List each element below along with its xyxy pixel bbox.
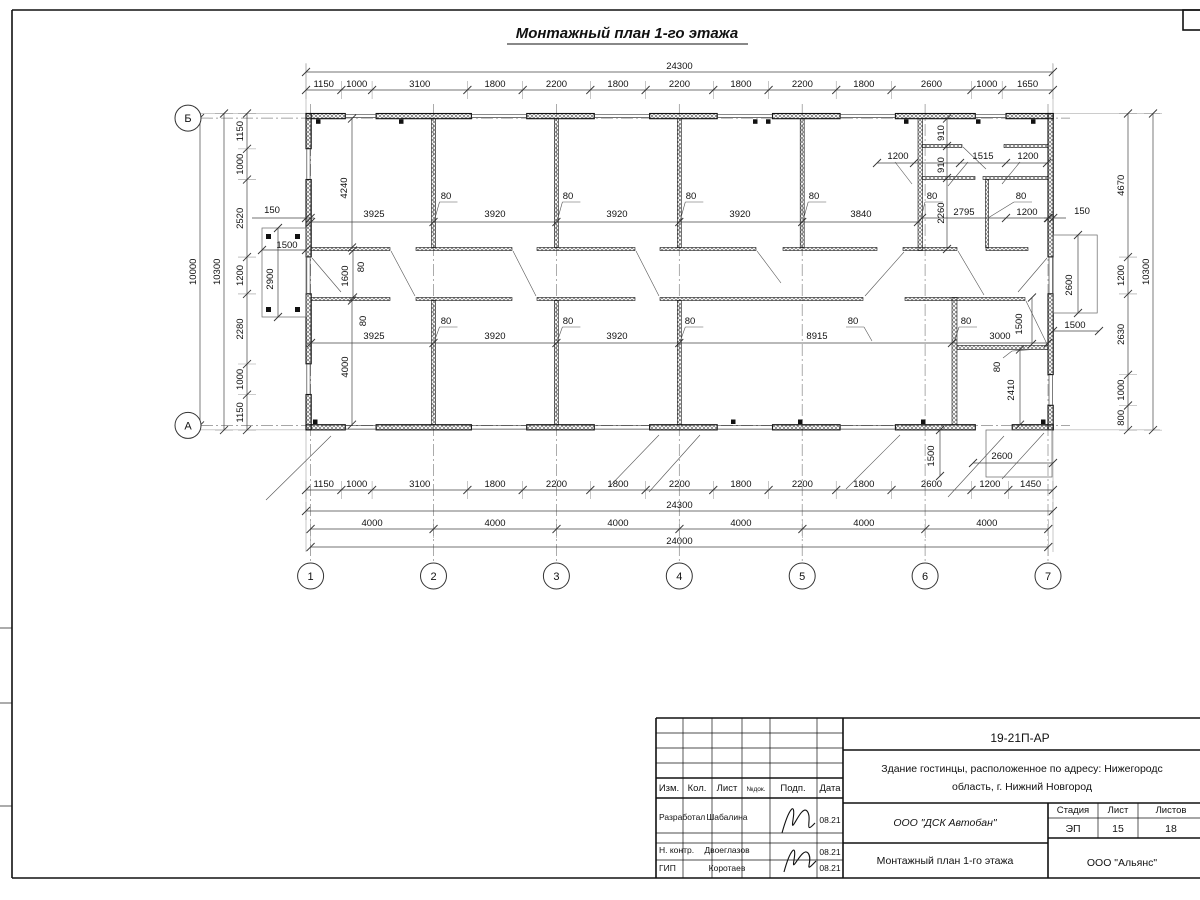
row-name: Шабалина	[706, 812, 748, 822]
dim-label: 1150	[313, 79, 334, 90]
dim-label: 4000	[607, 518, 629, 529]
dim-label: 1800	[853, 479, 875, 490]
dim-chain-axis_chain	[307, 518, 1053, 538]
dim-label: 1600	[340, 265, 351, 287]
page-title: Монтажный план 1-го этажа	[515, 25, 739, 42]
row-date: 08.21	[819, 863, 841, 873]
row-name: Коротаев	[708, 863, 746, 873]
dim-label: 80	[685, 191, 697, 202]
dim-label: 1800	[730, 479, 752, 490]
title-block	[656, 718, 1200, 878]
dim-label: 80	[562, 316, 574, 327]
dim-label: 1800	[607, 479, 629, 490]
dim-label: 2795	[953, 207, 975, 218]
dim-label: 80	[926, 191, 938, 202]
dim-label: 1450	[1020, 479, 1042, 490]
dim-label: 1800	[484, 79, 506, 90]
corner-code-box	[1183, 10, 1200, 30]
dim-label: 2630	[1116, 323, 1127, 345]
dim-label: 80	[808, 191, 820, 202]
dim-label: 80	[847, 316, 859, 327]
axis-bubble-6: 6	[922, 571, 929, 583]
axis-bubble-7: 7	[1044, 571, 1052, 583]
dim-label: 3920	[484, 209, 506, 220]
col-podp: Подп.	[780, 783, 806, 794]
dim-chain-bottom_total	[302, 500, 1057, 520]
dim-label: 3840	[850, 209, 872, 220]
sheet-label: Лист	[1107, 805, 1129, 816]
dim-label: 2260	[936, 202, 947, 224]
axis-bubble-5: 5	[799, 571, 806, 583]
dim-label: 4240	[339, 177, 350, 199]
dim-label: 80	[562, 191, 574, 202]
dim-label: 2200	[545, 479, 568, 490]
dim-label: 1500	[1014, 313, 1025, 335]
dim-chain-left_outer	[212, 110, 233, 435]
dim-label: 1200	[1116, 264, 1127, 287]
right-porch	[1053, 235, 1097, 313]
dim-chain-top_chain	[302, 79, 1057, 99]
dim-label: 2900	[265, 268, 276, 290]
dim-label: 2200	[791, 79, 813, 90]
dim-label: 2200	[668, 79, 691, 90]
col-ndoc: №док.	[746, 786, 766, 793]
dim-label: 2600	[920, 479, 943, 490]
axis-bubble-1: 1	[307, 571, 314, 583]
dim-label: 3920	[729, 209, 751, 220]
dim-label: 1150	[313, 479, 334, 490]
row-role: ГИП	[659, 863, 676, 873]
dim-chain-left_chain	[235, 110, 256, 435]
dim-label: 1000	[1116, 379, 1127, 401]
dim-label: 3925	[363, 209, 385, 220]
dim-label: 1650	[1016, 79, 1039, 90]
dim-chain-right_chain	[1116, 110, 1137, 435]
signature	[784, 850, 816, 872]
project-name-line2: область, г. Нижний Новгород	[951, 781, 1093, 793]
dim-label: 3920	[484, 331, 506, 342]
dim-label: 24300	[666, 61, 693, 72]
dim-chain-right_outer	[1141, 110, 1162, 435]
axis-bubble-3: 3	[553, 571, 560, 583]
dim-label: 1800	[853, 79, 875, 90]
dim-label: 10000	[188, 258, 199, 285]
dim-label: 2200	[668, 479, 691, 490]
axis-bubble-b: Б	[184, 113, 192, 126]
dim-label: 150	[264, 205, 280, 216]
dim-label: 2200	[545, 79, 568, 90]
col-kol: Кол.	[687, 783, 707, 794]
dim-label: 3100	[409, 79, 431, 90]
dim-label: 2410	[1006, 379, 1017, 401]
sheets-total: 18	[1165, 823, 1177, 835]
dim-label: 24000	[666, 536, 693, 547]
sheet-title: Монтажный план 1-го этажа	[876, 855, 1014, 867]
dim-label: 1200	[1017, 151, 1039, 162]
dim-label: 80	[684, 316, 696, 327]
design-firm: ООО "Альянс"	[1086, 857, 1158, 869]
dim-label: 1500	[926, 445, 937, 467]
dim-chain-top_total	[302, 61, 1057, 81]
dim-label: 4000	[853, 518, 875, 529]
dim-label: 1000	[346, 79, 368, 90]
dim-label: 1000	[235, 368, 246, 390]
document-code: 19-21П-АР	[990, 731, 1050, 745]
dim-label: 1200	[979, 479, 1001, 490]
row-role: Н. контр.	[659, 845, 695, 855]
dim-label: 10300	[1141, 258, 1152, 286]
row-role: Разработал	[659, 812, 706, 822]
dim-label: 4000	[730, 518, 752, 529]
dim-label: 80	[356, 261, 367, 273]
dim-label: 80	[440, 316, 452, 327]
dim-label: 80	[960, 316, 972, 327]
dim-label: 2600	[1064, 274, 1075, 296]
dim-label: 1200	[235, 264, 246, 287]
dim-label: 1800	[484, 479, 506, 490]
dim-label: 910	[936, 125, 947, 141]
dim-label: 1000	[346, 479, 368, 490]
row-date: 08.21	[819, 815, 841, 825]
dim-label: 24300	[666, 500, 693, 511]
dim-label: 4000	[361, 518, 383, 529]
dim-label: 4000	[976, 518, 998, 529]
dim-label: 3000	[989, 331, 1011, 342]
sheets-label: Листов	[1155, 805, 1187, 816]
col-data: Дата	[819, 783, 841, 794]
dim-label: 1000	[976, 79, 998, 90]
drawing-title	[507, 25, 748, 44]
dim-label: 1200	[1016, 207, 1038, 218]
dim-label: 1800	[730, 79, 752, 90]
dim-label: 800	[1116, 409, 1127, 426]
dim-label: 80	[358, 315, 369, 327]
row-date: 08.21	[819, 847, 841, 857]
sheet-frame	[0, 10, 1200, 878]
dim-label: 1800	[607, 79, 629, 90]
dim-label: 80	[440, 191, 452, 202]
dim-label: 1500	[1064, 320, 1086, 331]
dim-label: 3920	[606, 209, 628, 220]
dim-label: 1150	[235, 402, 246, 423]
dim-label: 2200	[791, 479, 813, 490]
dim-label: 1150	[235, 120, 246, 142]
sheet-number: 15	[1112, 823, 1124, 835]
row-name: Двоеглазов	[704, 845, 750, 855]
dimension-chains	[188, 61, 1162, 556]
dim-label: 4670	[1116, 174, 1127, 196]
dim-label: 3920	[606, 331, 628, 342]
stage-label: Стадия	[1056, 805, 1090, 816]
dim-label: 3100	[409, 479, 431, 490]
col-list: Лист	[716, 783, 738, 794]
dim-label: 4000	[340, 356, 351, 378]
dim-label: 10300	[212, 258, 223, 286]
dim-label: 2280	[235, 318, 246, 340]
dim-label: 1515	[972, 151, 994, 162]
signature	[782, 809, 815, 833]
axis-bubble-2: 2	[430, 571, 437, 583]
project-name-line1: Здание гостинцы, расположенное по адресу: Нижегородс	[881, 763, 1163, 775]
dim-label: 1500	[276, 240, 298, 251]
stage-value: ЭП	[1065, 823, 1081, 835]
dim-label: 2600	[920, 79, 943, 90]
axis-bubble-a: А	[184, 420, 192, 433]
dim-label: 150	[1074, 206, 1090, 217]
dim-label: 1000	[235, 153, 246, 175]
dim-label: 80	[992, 361, 1003, 373]
axis-bubble-4: 4	[676, 571, 683, 583]
dim-label: 910	[936, 157, 947, 173]
dim-label: 3925	[363, 331, 385, 342]
dim-label: 80	[1015, 191, 1027, 202]
dim-chain-left_total	[188, 114, 209, 429]
contractor-company: ООО "ДСК Автобан"	[893, 817, 997, 829]
col-izm: Изм.	[658, 783, 680, 794]
dim-label: 4000	[484, 518, 506, 529]
dim-label: 8915	[806, 331, 828, 342]
dim-label: 1200	[887, 151, 909, 162]
dim-label: 2600	[991, 451, 1013, 462]
dim-label: 2520	[235, 207, 246, 229]
